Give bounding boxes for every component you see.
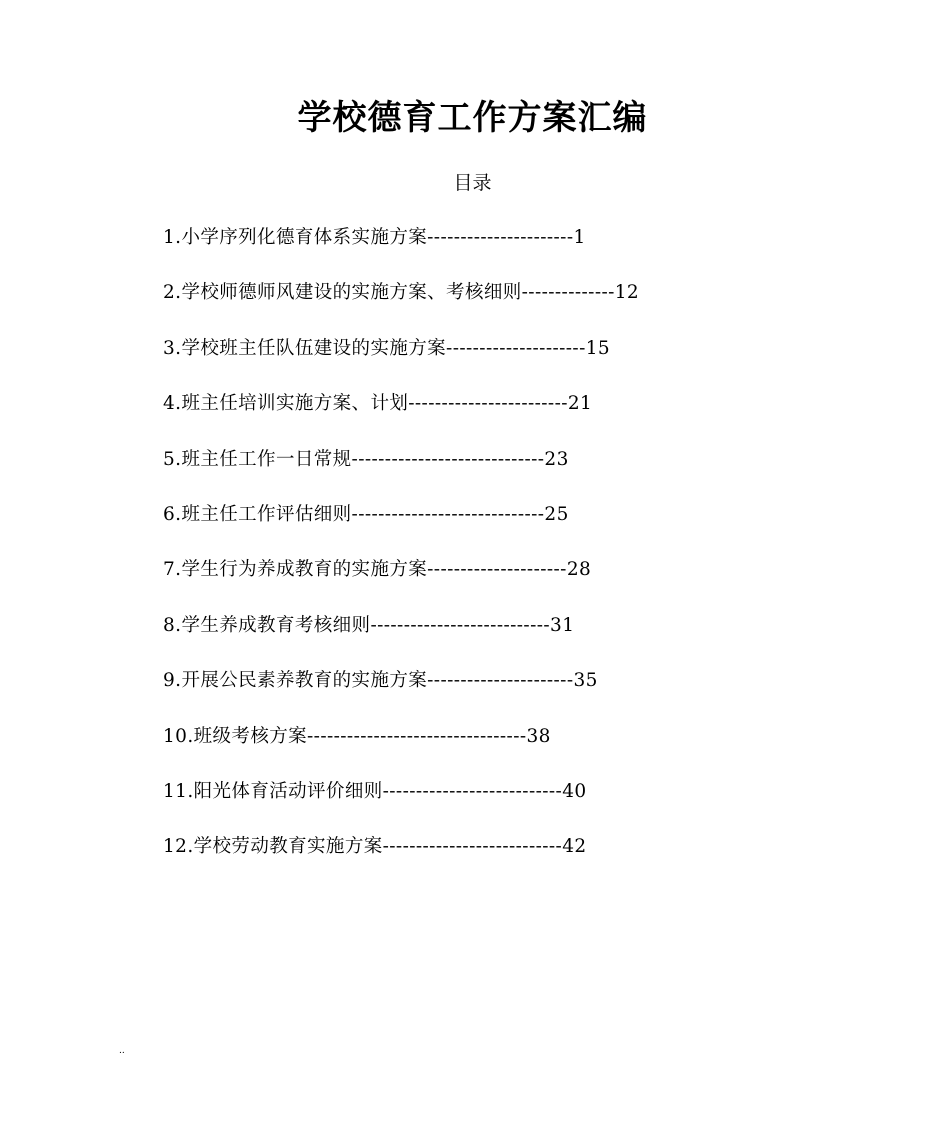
toc-entry-text: 8.学生养成教育考核细则---------------------------31 xyxy=(163,614,575,636)
toc-entry-4[interactable] xyxy=(163,391,639,446)
toc-entry-11[interactable] xyxy=(163,779,639,834)
toc-entry-12[interactable] xyxy=(163,834,639,889)
toc-entry-6[interactable] xyxy=(163,502,639,557)
table-of-contents xyxy=(163,225,639,890)
toc-entry-text: 4.班主任培训实施方案、计划------------------------21 xyxy=(163,393,593,415)
toc-entry-7[interactable] xyxy=(163,557,639,612)
toc-entry-10[interactable] xyxy=(163,724,639,779)
toc-entry-text: 5.班主任工作一日常规-----------------------------23 xyxy=(163,448,569,470)
toc-entry-9[interactable] xyxy=(163,668,639,723)
toc-entry-text: 6.班主任工作评估细则-----------------------------25 xyxy=(163,503,569,525)
toc-entry-text: 7.学生行为养成教育的实施方案---------------------28 xyxy=(163,559,592,581)
toc-entry-8[interactable] xyxy=(163,613,639,668)
toc-entry-1[interactable] xyxy=(163,225,639,280)
toc-entry-text: 12.学校劳动教育实施方案---------------------------42 xyxy=(163,836,587,858)
toc-entry-text: 10.班级考核方案---------------------------------38 xyxy=(163,725,551,747)
toc-entry-text: 1.小学序列化德育体系实施方案----------------------1 xyxy=(163,227,586,248)
toc-entry-2[interactable] xyxy=(163,280,639,335)
toc-entry-text: 11.阳光体育活动评价细则---------------------------40 xyxy=(163,780,587,802)
toc-heading: 目录 xyxy=(453,172,492,194)
toc-entry-text: 2.学校师德师风建设的实施方案、考核细则--------------12 xyxy=(163,282,640,304)
footer-mark: .. xyxy=(119,1046,125,1056)
document-title: 学校德育工作方案汇编 xyxy=(297,98,648,138)
toc-entry-text: 3.学校班主任队伍建设的实施方案---------------------15 xyxy=(163,337,611,359)
toc-entry-text: 9.开展公民素养教育的实施方案----------------------35 xyxy=(163,670,598,692)
toc-entry-5[interactable] xyxy=(163,447,639,502)
toc-entry-3[interactable] xyxy=(163,336,639,391)
